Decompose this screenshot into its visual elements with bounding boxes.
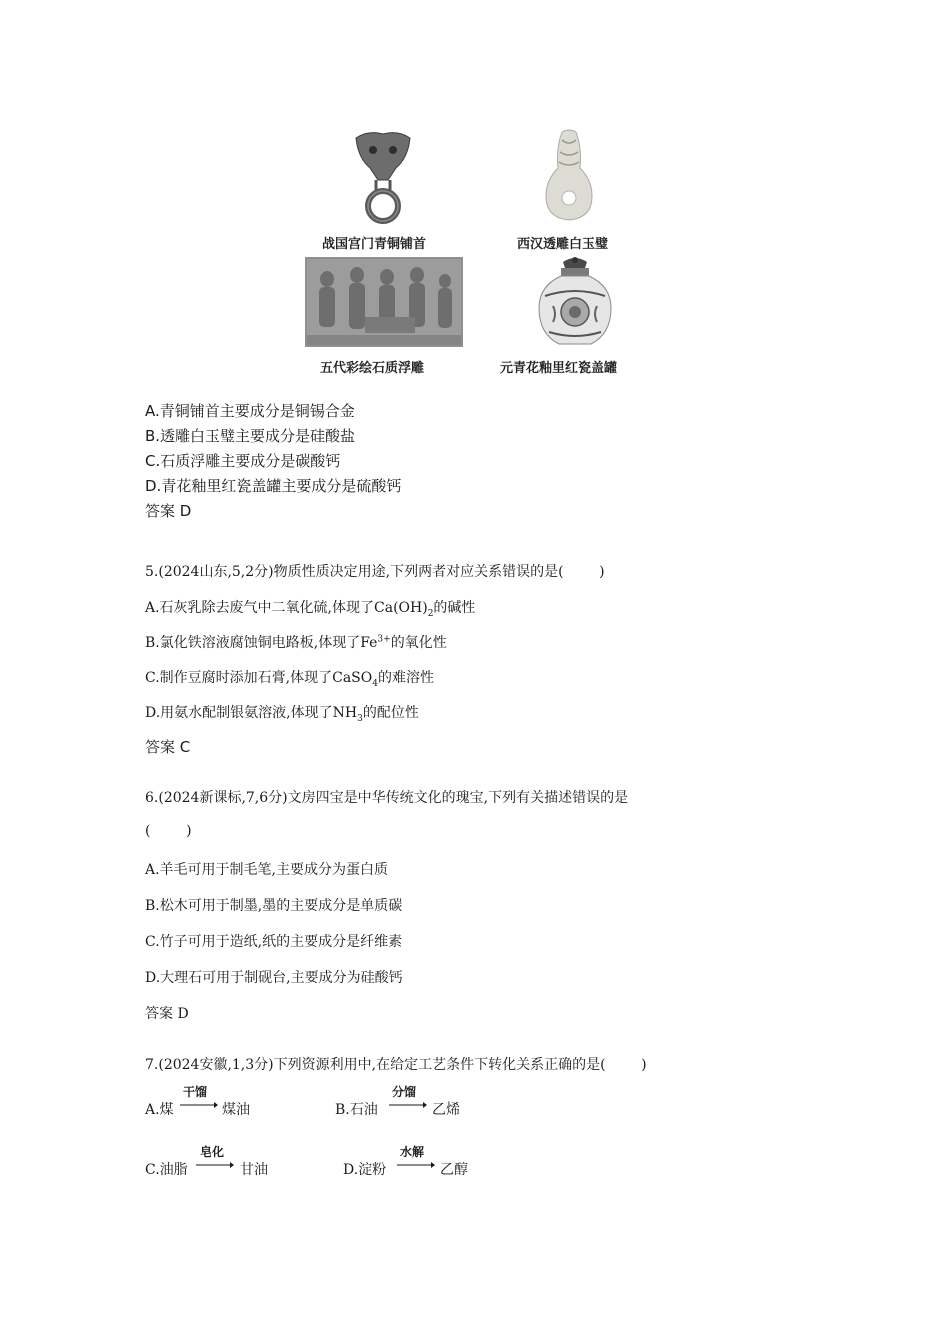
caption-jar: 元青花釉里红瓷盖罐 (500, 361, 618, 376)
q7-option-a-to: 煤油 (222, 1102, 250, 1118)
q5-option-d (145, 702, 419, 724)
q6-option-d: D.大理石可用于制砚台,主要成分为硅酸钙 (145, 970, 403, 986)
q7-paren: ( ) (600, 1057, 647, 1073)
q7-option-d-from: D.淀粉 (343, 1162, 387, 1178)
q7-stem (145, 1054, 647, 1074)
q7-stem-text: 7.(2024安徽,1,3分)下列资源利用中,在给定工艺条件下转化关系正确的是 (145, 1057, 601, 1073)
q4-option-b: B.透雕白玉璧主要成分是硅酸盐 (145, 427, 356, 445)
q5-option-a (145, 597, 475, 619)
q7-option-c-to: 甘油 (240, 1162, 268, 1178)
q6-option-a: A.羊毛可用于制毛笔,主要成分为蛋白质 (145, 862, 389, 878)
bronze-knocker-image (352, 128, 414, 226)
q7-option-a-condition: 干馏 (183, 1085, 208, 1099)
porcelain-jar-image (535, 256, 615, 350)
q7-option-b-to: 乙烯 (432, 1102, 460, 1118)
q4-option-d: D.青花釉里红瓷盖罐主要成分是硫酸钙 (145, 477, 402, 495)
q4-answer: 答案 D (145, 502, 192, 520)
q6-paren: ( ) (145, 823, 192, 839)
q4-option-a: A.青铜铺首主要成分是铜锡合金 (145, 402, 355, 420)
q5-stem-text: 5.(2024山东,5,2分)物质性质决定用途,下列两者对应关系错误的是 (145, 564, 559, 580)
q5-option-b (145, 632, 447, 652)
q7-option-a-from: A.煤 (145, 1102, 174, 1118)
caption-bronze: 战国宫门青铜铺首 (322, 237, 427, 252)
q5-option-a-tail: 的碱性 (433, 600, 476, 616)
q6-option-c: C.竹子可用于造纸,纸的主要成分是纤维素 (145, 934, 403, 950)
q5-option-a-sub: 2 (427, 608, 434, 619)
q7-option-c-condition: 皂化 (200, 1145, 225, 1159)
q6-stem: 6.(2024新课标,7,6分)文房四宝是中华传统文化的瑰宝,下列有关描述错误的是 (145, 790, 629, 806)
q5-stem (145, 561, 605, 581)
q5-option-c (145, 667, 434, 689)
q5-option-d-text: D.用氨水配制银氨溶液,体现了NH (145, 705, 358, 721)
q5-option-a-text: A.石灰乳除去废气中二氧化硫,体现了Ca(OH) (145, 600, 428, 616)
q5-option-b-text: B.氯化铁溶液腐蚀铜电路板,体现了Fe (145, 635, 378, 651)
q6-option-b: B.松木可用于制墨,墨的主要成分是单质碳 (145, 898, 403, 914)
q7-option-a-arrow-icon (180, 1100, 218, 1110)
caption-jade: 西汉透雕白玉璧 (517, 237, 609, 252)
q5-option-c-text: C.制作豆腐时添加石膏,体现了CaSO (145, 670, 373, 686)
q5-option-d-tail: 的配位性 (362, 705, 419, 721)
q4-option-c: C.石质浮雕主要成分是碳酸钙 (145, 452, 341, 470)
q7-option-d-arrow-icon (397, 1160, 435, 1170)
q5-answer: 答案 C (145, 738, 191, 756)
q7-option-b-arrow-icon (389, 1100, 427, 1110)
q5-option-c-tail: 的难溶性 (377, 670, 434, 686)
q5-option-c-sub: 4 (372, 678, 378, 689)
caption-relief: 五代彩绘石质浮雕 (320, 361, 425, 376)
q7-option-d-to: 乙醇 (440, 1162, 468, 1178)
q5-option-d-sub: 3 (357, 713, 363, 724)
q5-option-b-sup: 3+ (377, 634, 391, 645)
q6-answer: 答案 D (145, 1006, 189, 1022)
q7-option-c-from: C.油脂 (145, 1162, 188, 1178)
q5-paren: ( ) (558, 564, 605, 580)
q7-option-b-condition: 分馏 (392, 1085, 417, 1099)
q5-option-b-tail: 的氧化性 (390, 635, 447, 651)
q7-option-c-arrow-icon (196, 1160, 234, 1170)
q7-option-d-condition: 水解 (400, 1145, 425, 1159)
stone-relief-image (305, 257, 463, 347)
jade-bi-image (540, 128, 598, 224)
q7-option-b-from: B.石油 (335, 1102, 378, 1118)
